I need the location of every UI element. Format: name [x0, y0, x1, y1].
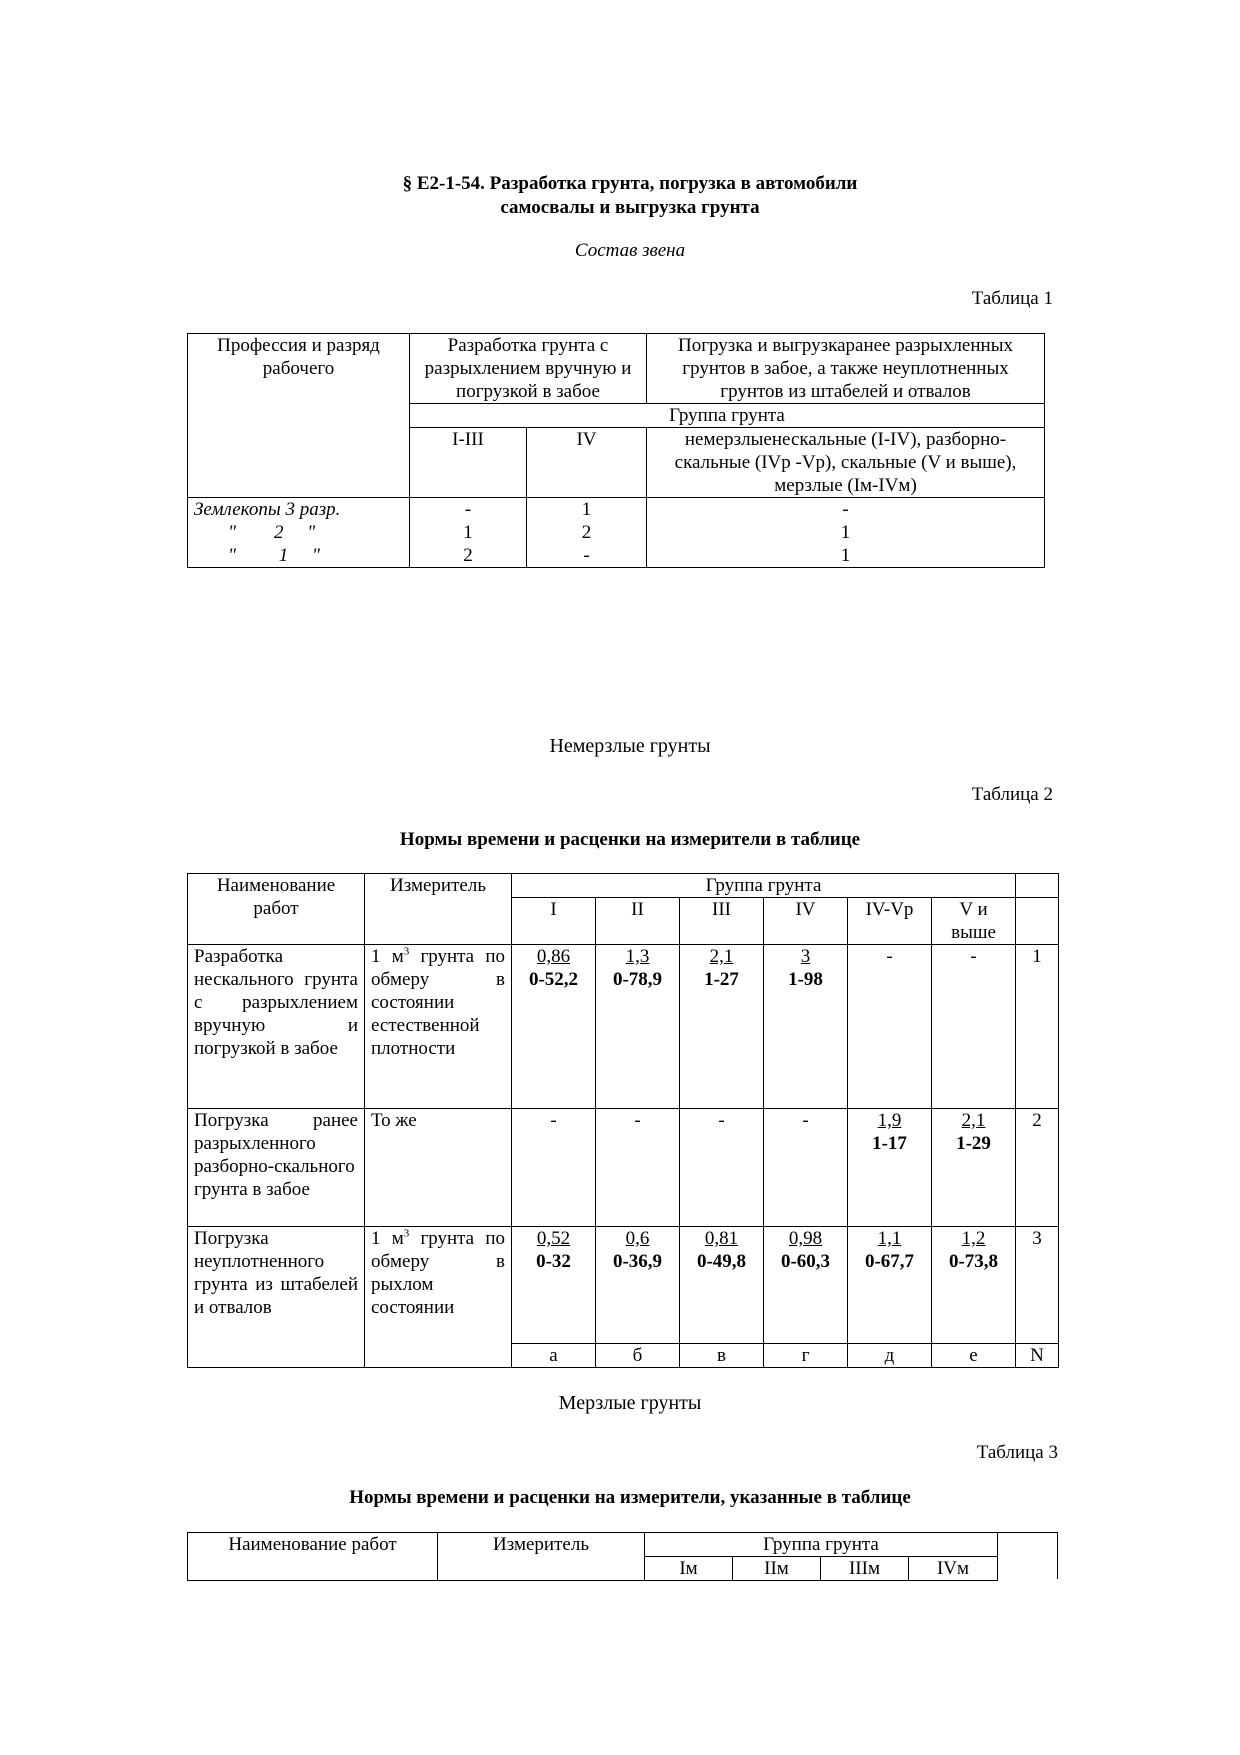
t2-cell [512, 1227, 596, 1344]
t2-row-name: Погрузка ранее разрыхленного разборно-скального грунта в забое [188, 1109, 365, 1227]
t2-group-label: IV-Vр [848, 898, 932, 945]
page-title [0, 172, 1240, 220]
t2-group-label: I [512, 898, 596, 945]
t1-header-g2: IV [527, 428, 647, 498]
t3-group-label: IIIм [821, 1557, 909, 1581]
t1-cell: 2 [527, 521, 647, 544]
t1-cell: - [647, 498, 1045, 522]
price-value: 0-49,8 [696, 1251, 747, 1272]
t2-footer-letter: в [680, 1344, 764, 1368]
table3 [187, 1532, 998, 1581]
t2-row-name: Погрузка неуплотненного грунта из штабелей и отвалов [188, 1227, 365, 1344]
t3-group-label: Iм [645, 1557, 733, 1581]
price-value: 1-17 [872, 1133, 907, 1154]
price-value: 0-52,2 [528, 969, 579, 990]
unit-text: 1 м [371, 946, 404, 967]
t1-cell: 1 [647, 521, 1045, 544]
price-value: 0-60,3 [780, 1251, 831, 1272]
t2-group-label: V и выше [932, 898, 1016, 945]
t3-group-label: IVм [909, 1557, 998, 1581]
t3-header-unit: Измеритель [438, 1533, 645, 1581]
t1-cell: 1 [647, 544, 1045, 568]
t2-row-unit: То же [365, 1109, 512, 1227]
t2-cell: - [848, 945, 932, 1109]
t1-row-name: " 1 " [188, 544, 410, 568]
t2-cell [596, 1227, 680, 1344]
t2-cell [680, 1227, 764, 1344]
price-value: 1-98 [788, 969, 823, 990]
unit-text: 1 м [371, 1228, 404, 1249]
t2-header-group: Группа грунта [512, 874, 1016, 898]
price-value: 0-36,9 [612, 1251, 663, 1272]
t2-cell: - [680, 1109, 764, 1227]
price-value: 1-27 [704, 969, 739, 990]
t3-num-column [997, 1532, 1058, 1579]
t1-header-load: Погрузка и выгрузкаранее разрыхленных грунтов в забое, а также неуплотненных грунтов из штабелей и отвалов [647, 334, 1045, 404]
t1-header-g1: I-III [410, 428, 527, 498]
norm-value: 1,1 [877, 1228, 902, 1249]
t1-row-name: " 2 " [188, 521, 410, 544]
title-line-1: § Е2-1-54. Разработка грунта, погрузка в автомобили [402, 173, 858, 194]
t2-cell: - [932, 945, 1016, 1109]
t1-header-profession: Профессия и разряд рабочего [188, 334, 410, 404]
table1-label: Таблица 1 [971, 288, 1053, 309]
norm-value: 0,6 [625, 1228, 650, 1249]
t2-footer-blank [188, 1344, 365, 1368]
t2-row-unit [365, 1227, 512, 1344]
t1-header-dev: Разработка грунта с разрыхлением вручную и погрузкой в забое [410, 334, 647, 404]
t2-row-name: Разработка нескального грунта с разрыхлением вручную и погрузкой в забое [188, 945, 365, 1109]
norm-value: 0,86 [536, 946, 571, 967]
unit-text: грунта по обмеру в состоянии естественной плотности [371, 946, 505, 1059]
t1-cell: 1 [527, 498, 647, 522]
t3-group-label: IIм [733, 1557, 821, 1581]
t2-row-unit [365, 945, 512, 1109]
t2-row-num: 2 [1016, 1109, 1059, 1227]
t1-header-group: Группа грунта [410, 404, 1045, 428]
norm-value: 0,98 [788, 1228, 823, 1249]
norm-value: 1,9 [877, 1110, 902, 1131]
t2-row-num: 3 [1016, 1227, 1059, 1344]
t2-group-label: IV [764, 898, 848, 945]
t2-cell [680, 945, 764, 1109]
subtitle: Состав звена [574, 240, 686, 261]
t2-cell [512, 945, 596, 1109]
t1-cell: - [410, 498, 527, 522]
unit-sup: 3 [403, 1227, 410, 1240]
section-title-unfrozen: Немерзлые грунты [549, 735, 711, 757]
t2-footer-letter: а [512, 1344, 596, 1368]
table3-caption: Нормы времени и расценки на измерители, указанные в таблице [349, 1487, 911, 1508]
price-value: 0-78,9 [612, 969, 663, 990]
t1-cell: 2 [410, 544, 527, 568]
norm-value: 2,1 [961, 1110, 986, 1131]
norm-value: 0,81 [704, 1228, 739, 1249]
t2-cell: - [764, 1109, 848, 1227]
unit-text: грунта по обмеру в рыхлом состоянии [371, 1228, 505, 1318]
table2 [187, 873, 1059, 1368]
t2-cell [596, 945, 680, 1109]
t3-header-group: Группа грунта [645, 1533, 998, 1557]
t2-footer-letter: б [596, 1344, 680, 1368]
norm-value: 1,3 [625, 946, 650, 967]
t2-header-num [1016, 874, 1059, 898]
title-line-2: самосвалы и выгрузка грунта [500, 197, 760, 218]
norm-value: 3 [800, 946, 811, 967]
t1-row-name: Землекопы 3 разр. [188, 498, 410, 522]
t2-row-num: 1 [1016, 945, 1059, 1109]
price-value: 0-73,8 [948, 1251, 999, 1272]
t1-cell: - [527, 544, 647, 568]
t2-header-name: Наименование работ [188, 874, 365, 945]
unit-sup: 3 [403, 945, 410, 958]
norm-value: 1,2 [961, 1228, 986, 1249]
norm-value: 2,1 [709, 946, 734, 967]
t2-footer-letter: д [848, 1344, 932, 1368]
t2-header-unit: Измеритель [365, 874, 512, 945]
table3-label: Таблица 3 [976, 1442, 1058, 1463]
t2-num-blank [1016, 898, 1059, 945]
t2-group-label: III [680, 898, 764, 945]
t1-cell: 1 [410, 521, 527, 544]
t2-footer-blank [365, 1344, 512, 1368]
price-value: 0-67,7 [864, 1251, 915, 1272]
t3-header-name: Наименование работ [188, 1533, 438, 1581]
table2-caption: Нормы времени и расценки на измерители в таблице [399, 829, 861, 850]
table1 [187, 333, 1045, 568]
t1-header-profession-cont [188, 404, 410, 428]
table2-label: Таблица 2 [971, 784, 1053, 805]
section-title-frozen: Мерзлые грунты [558, 1392, 702, 1414]
t2-cell [764, 945, 848, 1109]
t2-group-label: II [596, 898, 680, 945]
t2-cell [932, 1109, 1016, 1227]
t2-cell: - [596, 1109, 680, 1227]
t2-footer-letter: е [932, 1344, 1016, 1368]
t2-cell: - [512, 1109, 596, 1227]
t2-cell [848, 1109, 932, 1227]
price-value: 0-32 [536, 1251, 571, 1272]
t2-cell [764, 1227, 848, 1344]
t1-header-profession-end [188, 428, 410, 498]
t1-header-g3: немерзлыенескальные (I-IV), разборно-скальные (IVp -Vp), скальные (V и выше), мерзлые (Iм-IVм) [647, 428, 1045, 498]
t2-footer-num: N [1016, 1344, 1059, 1368]
t2-cell [848, 1227, 932, 1344]
t2-footer-letter: г [764, 1344, 848, 1368]
t2-cell [932, 1227, 1016, 1344]
price-value: 1-29 [956, 1133, 991, 1154]
norm-value: 0,52 [536, 1228, 571, 1249]
